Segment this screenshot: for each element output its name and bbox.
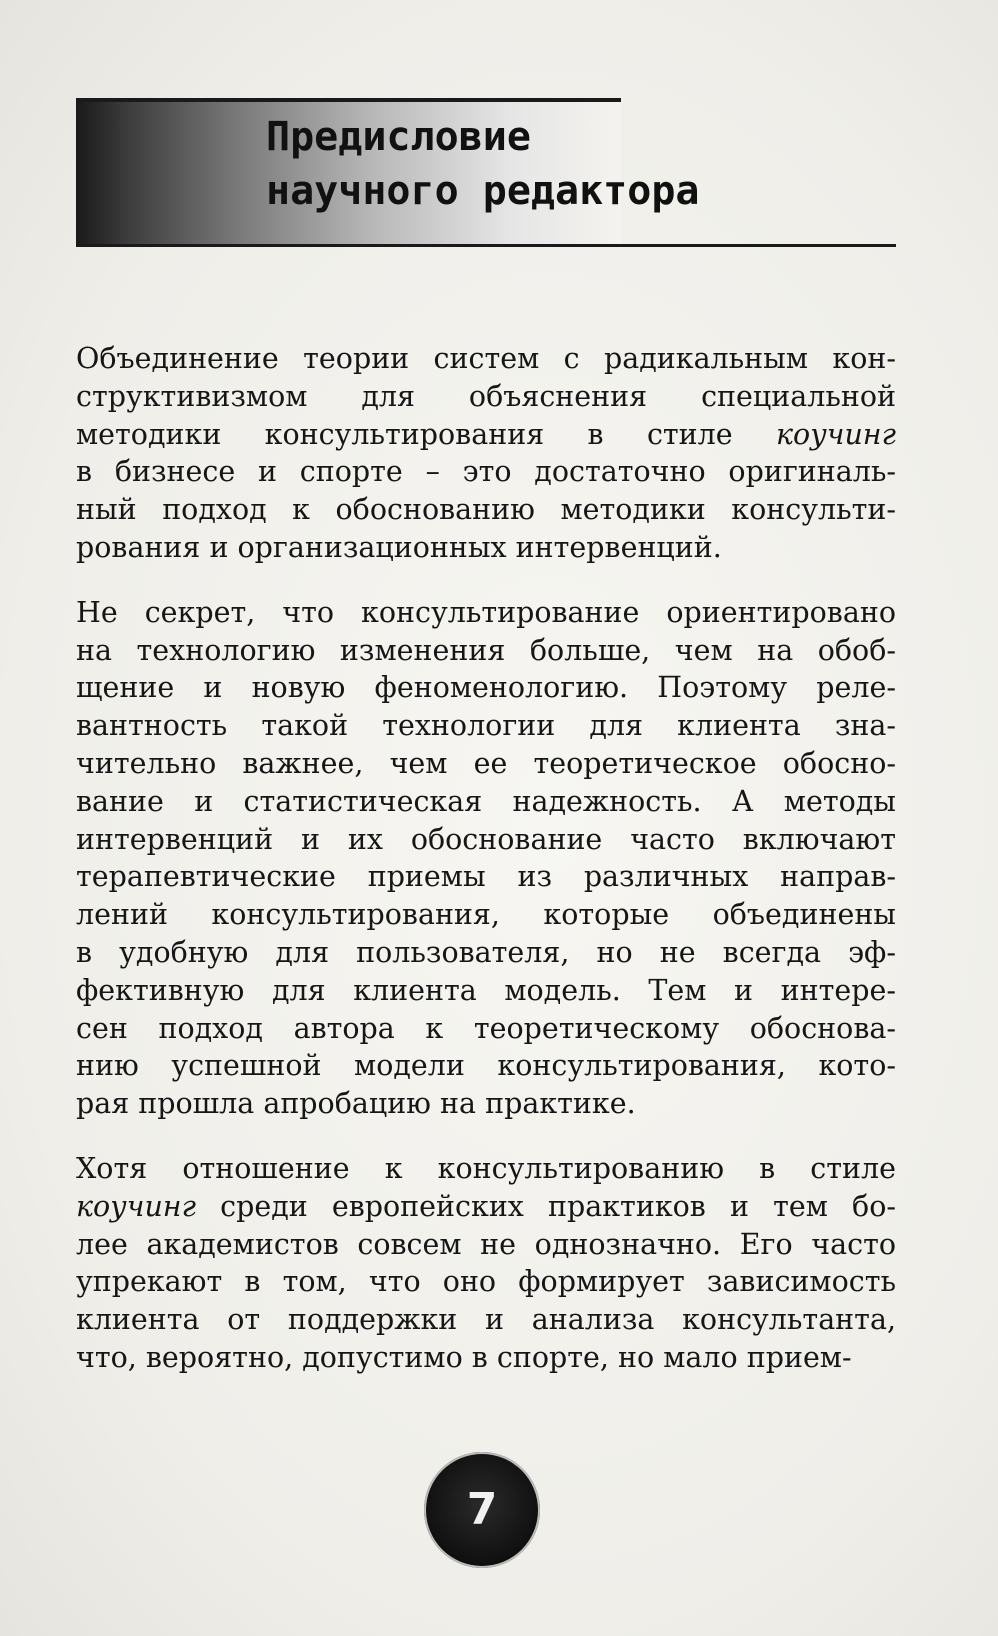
chapter-header: [76, 98, 896, 248]
italic-term: коучинг: [76, 1189, 196, 1223]
paragraph: [76, 594, 896, 1123]
page-number-badge: [424, 1452, 540, 1568]
text-line: ный подход к обоснованию методики консульти-: [76, 493, 896, 527]
text-line: рования и организационных интервенций.: [76, 530, 722, 564]
text-line: нию успешной модели консультирования, кото-: [76, 1049, 896, 1083]
text-segment: методики консультирования в стиле: [76, 417, 777, 451]
text-line: терапевтические приемы из различных направ-: [76, 860, 896, 894]
text-line: упрекают в том, что оно формирует зависимость: [76, 1265, 896, 1299]
italic-term: коучинг: [776, 417, 896, 451]
chapter-title-line-2: научного редактора: [266, 168, 700, 214]
text-line: на технологию изменения больше, чем на обоб-: [76, 633, 896, 667]
text-line: лений консультирования, которые объединены: [76, 898, 896, 932]
text-line: интервенций и их обоснование часто включают: [76, 822, 896, 856]
text-line: чительно важнее, чем ее теоретическое обосно-: [76, 746, 896, 780]
text-line: клиента от поддержки и анализа консультанта,: [76, 1303, 896, 1337]
paragraph: [76, 340, 896, 567]
header-top-rule: [76, 98, 621, 102]
chapter-title-line-1: Предисловие: [266, 114, 531, 160]
text-line: что, вероятно, допустимо в спорте, но мало прием-: [76, 1340, 852, 1374]
text-line: Хотя отношение к консультированию в стиле: [76, 1151, 896, 1185]
paragraph: [76, 1150, 896, 1377]
text-line: в удобную для пользователя, но не всегда эф-: [76, 935, 896, 969]
header-bottom-rule: [76, 244, 896, 247]
text-line: Не секрет, что консультирование ориентировано: [76, 595, 896, 629]
chapter-title: [266, 110, 699, 218]
text-line: лее академистов совсем не однозначно. Его часто: [76, 1227, 896, 1261]
text-line: структивизмом для объяснения специальной: [76, 379, 896, 413]
text-line: вантность такой технологии для клиента зна-: [76, 709, 896, 743]
page-number: 7: [466, 1484, 498, 1535]
text-line: щение и новую феноменологию. Поэтому реле-: [76, 671, 896, 705]
body-text: [76, 340, 896, 1404]
text-line: фективную для клиента модель. Тем и интере-: [76, 973, 896, 1007]
text-line: [76, 1188, 896, 1226]
text-line: сен подход автора к теоретическому обоснова-: [76, 1011, 896, 1045]
text-line: рая прошла апробацию на практике.: [76, 1087, 636, 1121]
text-line: [76, 416, 896, 454]
text-line: в бизнесе и спорте – это достаточно оригиналь-: [76, 455, 896, 489]
text-line: Объединение теории систем с радикальным кон-: [76, 342, 896, 375]
text-line: вание и статистическая надежность. А методы: [76, 784, 896, 818]
text-segment: среди европейских практиков и тем бо-: [195, 1189, 896, 1223]
